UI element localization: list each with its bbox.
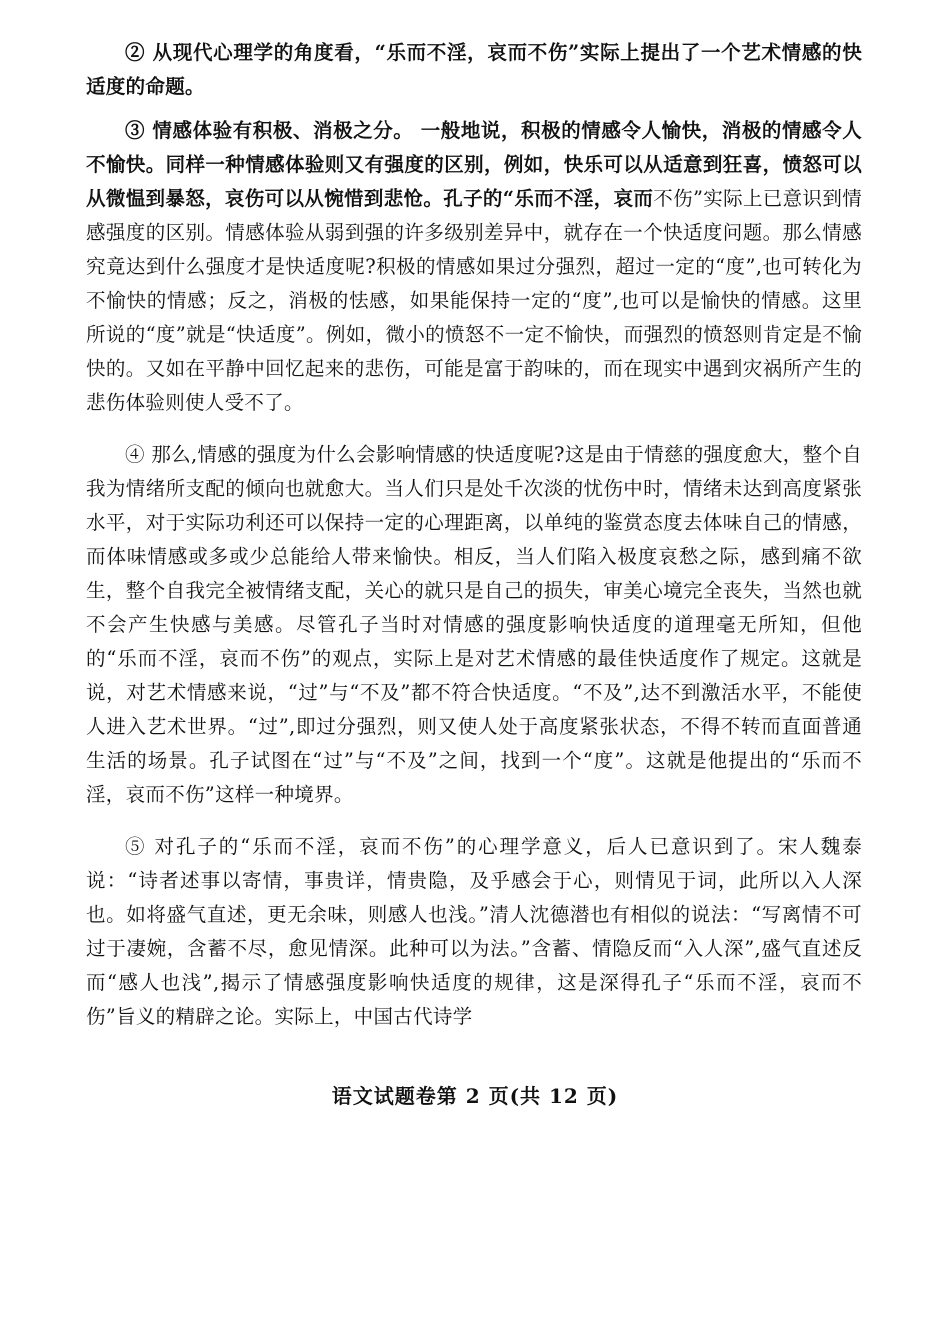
paragraph-3-bold-text: ③ 情感体验有积极、消极之分。 一般地说，积极的情感令人愉快，消极的情感令人不愉快。同样一种情感体验则又有强度的区别，例如，快乐可以从适意到狂喜，愤怒可以从微愠到暴怒，哀伤可以从惋惜到悲怆。孔子的“乐而不淫，哀而 <box>86 119 862 210</box>
document-body <box>86 36 862 1034</box>
paragraph-2: ② 从现代心理学的角度看，“乐而不淫，哀而不伤”实际上提出了一个艺术情感的快适度的命题。 <box>86 41 862 98</box>
paragraph-4: ④ 那么,情感的强度为什么会影响情感的快适度呢?这是由于情慈的强度愈大，整个自我为情绪所支配的倾向也就愈大。当人们只是处千次淡的忧伤中时，情绪未达到高度紧张水平，对于实际功利还可以保持一定的心理距离，以单纯的鉴赏态度去体味自己的情感，而体味情感或多或少总能给人带来愉快。相反，当人们陷入极度哀愁之际，感到痛不欲生，整个自我完全被情绪支配，关心的就只是自己的损失，审美心境完全丧失，当然也就不会产生快感与美感。尽管孔子当时对情感的强度影响快适度的道理毫无所知，但他的“乐而不淫，哀而不伤”的观点，实际上是对艺术情感的最佳快适度作了规定。这就是说，对艺术情感来说，“过”与“不及”都不符合快适度。“不及”,达不到激活水平，不能使人进入艺术世界。“过”,即过分强烈，则又使人处于高度紧张状态，不得不转而直面普通生活的场景。孔子试图在“过”与“不及”之间，找到一个“度”。这就是他提出的“乐而不淫，哀而不伤”这样一种境界。 <box>86 443 862 806</box>
paragraph-3 <box>86 114 862 420</box>
paragraph-3-regular-text: 不伤”实际上已意识到情感强度的区别。情感体验从弱到强的许多级别差异中，就存在一个快适度问题。那么情感究竟达到什么强度才是快适度呢?积极的情感如果过分强烈，超过一定的“度”,也可转化为不愉快的情感；反之，消极的怯感，如果能保持一定的“度”,也可以是愉快的情感。这里所说的“度”就是“快适度”。例如，微小的愤怒不一定不愉快，而强烈的愤怒则肯定是不愉快的。又如在平静中回忆起来的悲伤，可能是富于韵味的，而在现实中遇到灾祸所产生的悲伤体验则使人受不了。 <box>86 187 862 414</box>
paragraph-5: ⑤ 对孔子的“乐而不淫，哀而不伤”的心理学意义，后人已意识到了。宋人魏泰说：“诗者述事以寄情，事贵详，情贵隐，及乎感会于心，则情见于词，此所以入人深也。如将盛气直述，更无余味，则感人也浅。”清人沈德潜也有相似的说法：“写离情不可过于凄婉，含蓄不尽，愈见情深。此种可以为法。”含蓄、情隐反而“入人深”,盛气直述反而“感人也浅”,揭示了情感强度影响快适度的规律，这是深得孔子“乐而不淫，哀而不伤”旨义的精辟之论。实际上，中国古代诗学 <box>86 835 862 1028</box>
page-footer: 语文试题卷第 2 页(共 12 页) <box>331 1084 619 1108</box>
